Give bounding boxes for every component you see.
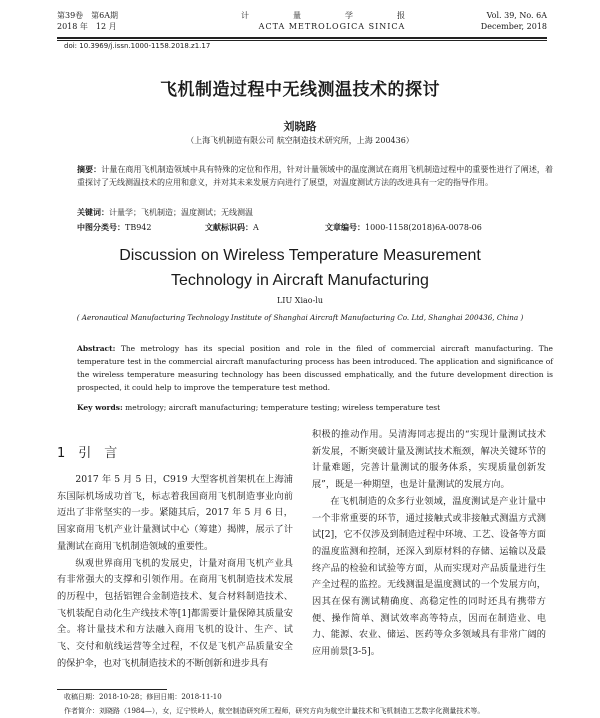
header-journal: [237, 10, 427, 32]
body-column-left: [57, 472, 293, 672]
header-volume-cn-text: 第39卷 第6A期: [57, 11, 119, 20]
footnote-author-bio: 作者简介：刘晓路（1984—），女，辽宁铁岭人，航空制造研究所工程师，研究方向为航空计量技术和飞机制造工艺数字化测量技术等。: [64, 707, 485, 715]
title-en-line2: Technology in Aircraft Manufacturing: [171, 272, 429, 289]
abstract-en: [77, 342, 553, 394]
clc-number: [77, 221, 151, 234]
author-en: LIU Xiao-lu: [276, 296, 323, 305]
paragraph: 积极的推动作用。吴清海同志提出的“实现计量测试技术新发展，不断突破计量及测试技术瓶颈，解决关键环节的计量难题，完善计量测试的服务体系，实现质量创新发展”，既是一种期望，也是计量测试的发展方向。: [312, 429, 546, 491]
header-volume-cn: [57, 10, 118, 32]
title-en-line1: Discussion on Wireless Temperature Measurement: [119, 247, 481, 264]
abstract-cn: [77, 163, 553, 189]
code-value: A: [253, 223, 259, 232]
clc-value: TB942: [125, 223, 152, 232]
abstract-cn-label: 摘要：: [77, 164, 102, 174]
affiliation-cn: （上海飞机制造有限公司 航空制造技术研究所，上海 200436）: [186, 136, 414, 145]
paragraph: 纵观世界商用飞机的发展史，计量对商用飞机产业具有非常强大的支撑和引领作用。在商用飞机制造技术发展的历程中，包括铝锂合金制造技术、复合材料制造技术、飞机装配自动化生产线技术等[1]都需要计量保障其质量安全。将计量技术和方法融入商用飞机的设计、生产、试飞、交付和航线运营等全过程，不仅是飞机产品质量安全的保护伞，也对飞机制造技术的不断创新和进步具有: [57, 557, 293, 669]
paragraph: 在飞机制造的众多行业领域，温度测试是产业计量中一个非常重要的环节，通过接触式或非接触式测温方式测试[2]，它不仅涉及到制造过程中环境、工艺、设备等方面的温度监测和控制，还深入到原材料的存储、运输以及最终产品的检验和试验等方面，从而实现对产品质量进行生产全过程的监控。无线测温是温度测试的一个发展方向，因其在保有测试精确度、高稳定性的同时还具有携带方便、操作简单、测试效率高等特点，因而在制造业、电力、能源、农业、储运、医药等众多领域具有非常广阔的应用前景[3-5]。: [312, 495, 546, 658]
abstract-en-text: The metrology has its special position and role in the filed of commercial aircraft manufacturing. The temperature test in the commercial aircraft manufacturing process has been introduced. The application and significance of the wireless temperature measuring technology has been discussed emphatically, and the future development direction is prospected, it could help to improve the temperature test method.: [77, 344, 553, 392]
abstract-cn-text: 计量在商用飞机制造领域中具有特殊的定位和作用，针对计量领域中的温度测试在商用飞机制造过程中的重要性进行了阐述，着重探讨了无线测温技术的应用和意义，并对其未来发展方向进行了展望，对温度测试方法的改进具有一定的指导作用。: [77, 165, 554, 187]
code-label: 文献标识码：: [205, 222, 253, 232]
keywords-en-text: metrology; aircraft manufacturing; temperature testing; wireless temperature test: [125, 403, 441, 412]
header-rule: [57, 37, 547, 39]
affiliation-en: ( Aeronautical Manufacturing Technology Institute of Shanghai Aircraft Manufacturing Co. Ltd, Shanghai 200436, China ): [76, 313, 524, 322]
header-date-cn: 2018 年 12 月: [57, 22, 117, 31]
keywords-cn: [77, 206, 553, 219]
author-cn: 刘晓路: [283, 120, 317, 133]
header-volume-en-text: Vol. 39, No. 6A: [486, 11, 547, 20]
article-value: 1000-1158(2018)6A-0078-06: [365, 223, 482, 232]
running-header: [57, 10, 547, 34]
header-volume-en: [481, 10, 547, 32]
header-date-en: December, 2018: [480, 22, 547, 31]
document-code: [205, 221, 259, 234]
keywords-en: [77, 402, 553, 414]
keywords-cn-label: 关键词：: [77, 207, 109, 217]
clc-label: 中图分类号：: [77, 222, 125, 232]
section-heading-introduction: 1 引 言: [57, 446, 118, 461]
footnote-rule: [57, 689, 167, 690]
header-journal-en: ACTA METROLOGICA SINICA: [258, 22, 406, 31]
footnote-received: 收稿日期：2018-10-28；修回日期：2018-11-10: [64, 693, 222, 701]
body-column-right: [312, 427, 546, 661]
paragraph: 2017 年 5 月 5 日，C919 大型客机首架机在上海浦东国际机场成功首飞，标志着我国商用飞机制造事业向前迈出了非常坚实的一步。紧随其后，2017 年 5 月 6 日，国家商用飞机产业计量测试中心（筹建）揭牌，展示了计量测试在商用飞机制造领域的重要性。: [57, 474, 293, 552]
header-journal-cn: 计 量 学 报: [241, 11, 423, 20]
header-rule-thin: [57, 40, 547, 41]
article-label: 文章编号：: [325, 222, 365, 232]
article-number: [325, 221, 482, 234]
keywords-en-label: Key words:: [77, 403, 123, 412]
doi: doi: 10.3969/j.issn.1000-1158.2018.z1.17: [64, 42, 211, 50]
title-cn: 飞机制造过程中无线测温技术的探讨: [160, 80, 440, 100]
keywords-cn-text: 计量学；飞机制造；温度测试；无线测温: [109, 208, 253, 217]
abstract-en-label: Abstract:: [77, 344, 116, 353]
title-en: [0, 243, 600, 293]
